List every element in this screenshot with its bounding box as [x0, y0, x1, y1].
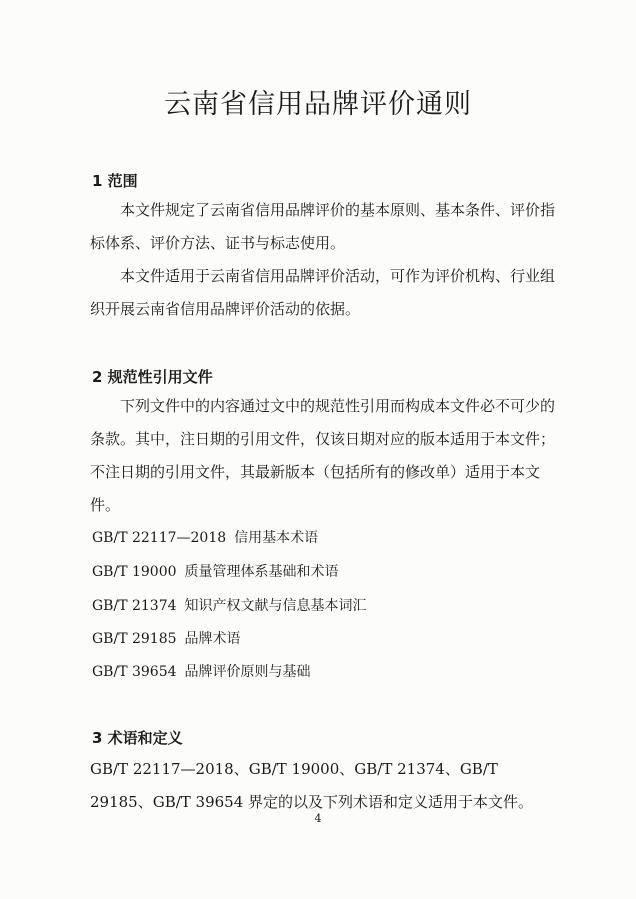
reference-code: GB/T 39654: [92, 664, 177, 680]
section-heading-normative-references: 2 规范性引用文件: [92, 368, 213, 386]
reference-code: GB/T 22117—2018: [92, 530, 227, 546]
section-heading-terms-definitions: 3 术语和定义: [92, 729, 183, 747]
reference-code: GB/T 19000: [92, 564, 177, 580]
normative-references-paragraph: 下列文件中的内容通过文中的规范性引用而构成本文件必不可少的条款。其中，注日期的引用文件，仅该日期对应的版本适用于本文件；不注日期的引用文件，其最新版本（包括所有的修改单）适用于本文件。: [90, 397, 556, 514]
reference-code: GB/T 29185: [92, 631, 177, 647]
reference-item: [92, 661, 311, 681]
reference-code: GB/T 21374: [92, 598, 177, 614]
scope-paragraph-2: 本文件适用于云南省信用品牌评价活动，可作为评价机构、行业组织开展云南省信用品牌评价活动的依据。: [90, 267, 556, 318]
reference-item: [92, 595, 367, 615]
reference-title: 质量管理体系基础和术语: [184, 564, 339, 580]
section-heading-scope: 1 范围: [92, 172, 138, 190]
page-number: 4: [314, 812, 322, 825]
reference-title: 品牌评价原则与基础: [184, 664, 311, 680]
reference-title: 品牌术语: [184, 631, 241, 647]
scope-paragraph-1: 本文件规定了云南省信用品牌评价的基本原则、基本条件、评价指标体系、评价方法、证书与标志使用。: [90, 201, 556, 252]
terms-definitions-paragraph: GB/T 22117—2018、GB/T 19000、GB/T 21374、GB/T 29185、GB/T 39654 界定的以及下列术语和定义适用于本文件。: [90, 760, 534, 811]
reference-title: 信用基本术语: [234, 530, 319, 546]
reference-title: 知识产权文献与信息基本词汇: [184, 598, 367, 614]
reference-item: [92, 561, 339, 581]
document-title: 云南省信用品牌评价通则: [164, 89, 472, 120]
reference-item: [92, 628, 241, 648]
reference-item: [92, 527, 318, 547]
